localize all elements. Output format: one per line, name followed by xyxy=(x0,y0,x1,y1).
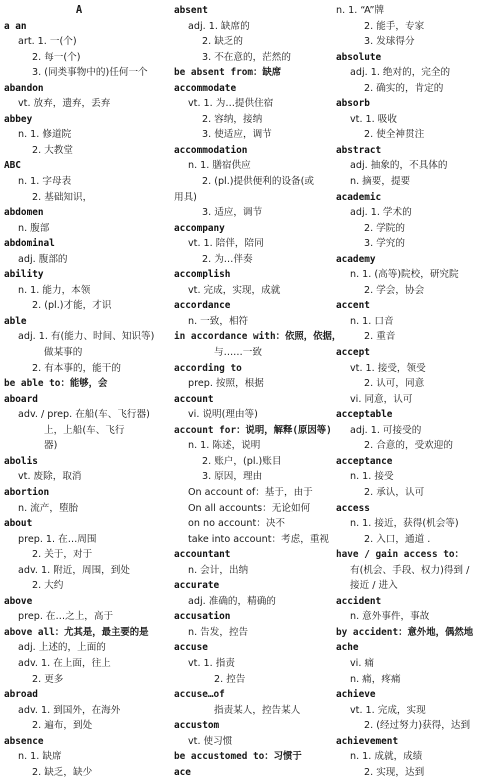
headword: access xyxy=(336,502,370,514)
definition-line: 2. 缺乏的 xyxy=(202,36,243,48)
definition-line: n. 告发，控告 xyxy=(188,626,249,638)
definition-line: vt. 1. 陪伴，陪同 xyxy=(188,238,264,250)
definition-line: vt. 完成，实现，成就 xyxy=(188,284,281,296)
definition-line: adv. 1. 到国外，在海外 xyxy=(18,704,121,716)
definition-line: n. 一致，相符 xyxy=(188,315,249,327)
definition-line: 2. 学会，协会 xyxy=(364,284,425,296)
headword: abstract xyxy=(336,144,382,156)
headword: accustom xyxy=(174,720,220,732)
definition-line: 2. 关于，对于 xyxy=(32,549,93,561)
definition-line: 2. 容纳，接纳 xyxy=(202,113,263,125)
definition-line: On account of：基于，由于 xyxy=(188,486,313,498)
section-letter: A xyxy=(75,4,83,16)
headword: achievement xyxy=(336,735,399,747)
definition-line: 2. 能手，专家 xyxy=(364,20,425,32)
headword: accompany xyxy=(174,222,225,234)
definition-line: 指责某人，控告某人 xyxy=(214,704,301,716)
definition-line: 2. (pl.)才能，才识 xyxy=(32,300,112,312)
headword: absolute xyxy=(336,51,382,63)
definition-line: n. 1. 膳宿供应 xyxy=(188,160,251,172)
headword: ache xyxy=(336,642,359,654)
headword: account xyxy=(174,393,214,405)
definition-line: vi. 同意，认可 xyxy=(350,393,413,405)
definition-line: 2. 为…伴奏 xyxy=(202,253,253,265)
definition-line: 2. 有本事的，能干的 xyxy=(32,362,121,374)
definition-line: n. 会计，出纳 xyxy=(188,564,249,576)
definition-line: 2. (经过努力)获得，达到 xyxy=(364,720,471,732)
definition-line: adj. 腹部的 xyxy=(18,253,68,265)
definition-line: n. 1. 修道院 xyxy=(18,129,72,141)
headword: abortion xyxy=(4,486,50,498)
definition-line: n. 1. 能力，本领 xyxy=(18,284,91,296)
headword: accordance xyxy=(174,300,231,312)
definition-line: 与……一致 xyxy=(214,347,262,359)
definition-line: n. 摘要，提要 xyxy=(350,176,411,188)
headword: about xyxy=(4,518,33,530)
definition-line: 2. 每一(个) xyxy=(32,51,81,63)
definition-line: 2. 学院的 xyxy=(364,222,405,234)
headword: acceptable xyxy=(336,409,393,421)
definition-line: adj. 1. 绝对的，完全的 xyxy=(350,67,451,79)
headword: accomplish xyxy=(174,269,231,281)
headword: accuse xyxy=(174,642,208,654)
headword: absent xyxy=(174,5,208,16)
headword: aboard xyxy=(4,393,38,405)
definition-line: 2. 基础知识， xyxy=(32,191,93,203)
definition-line: adv. 1. 附近，周围，到处 xyxy=(18,564,130,576)
definition-line: vi. 说明(理由等) xyxy=(188,409,258,421)
headword: absence xyxy=(4,735,44,747)
definition-line: 2. 更多 xyxy=(32,673,64,685)
definition-line: adj. 1. 缺席的 xyxy=(188,20,250,32)
definition-line: n. 1. “A”牌 xyxy=(336,5,385,16)
definition-line: 有(机会、手段、权力)得到 / xyxy=(350,564,470,576)
definition-line: art. 1. 一(个) xyxy=(18,36,77,48)
definition-line: n. 流产，堕胎 xyxy=(18,502,79,514)
definition-line: on no account：决不 xyxy=(188,518,286,530)
definition-line: adv. 1. 在上面，往上 xyxy=(18,657,111,669)
definition-line: vt. 1. 吸收 xyxy=(350,113,397,125)
definition-line: 2. 控告 xyxy=(214,673,246,685)
definition-line: 2. 遍布，到处 xyxy=(32,720,93,732)
headword: abandon xyxy=(4,82,44,94)
column-3 xyxy=(336,3,486,780)
headword: academy xyxy=(336,253,376,265)
headword: accountant xyxy=(174,549,231,561)
definition-line: vt. 1. 完成，实现 xyxy=(350,704,426,716)
phrase-entry: accuse…of xyxy=(174,689,225,701)
headword: ABC xyxy=(4,160,21,172)
definition-line: n. 1. 成就，成绩 xyxy=(350,751,423,763)
headword: ability xyxy=(4,269,44,281)
headword: abdomen xyxy=(4,207,44,219)
column-2 xyxy=(174,3,342,780)
definition-line: adj. 1. 有(能力、时间、知识等) xyxy=(18,331,155,343)
definition-line: n. 1. (高等)院校，研究院 xyxy=(350,269,459,281)
definition-line: prep. 按照，根据 xyxy=(188,378,264,390)
phrase-entry: account for：说明，解释(原因等) xyxy=(174,424,332,436)
definition-line: vt. 1. 接受，领受 xyxy=(350,362,426,374)
headword: accommodate xyxy=(174,82,237,94)
definition-line: 上，上船(车、飞行 xyxy=(44,424,125,436)
phrase-entry: in accordance with：依照，依据， xyxy=(174,331,342,343)
definition-line: adj. 1. 学术的 xyxy=(350,207,412,219)
definition-line: n. 痛，疼痛 xyxy=(350,673,401,685)
definition-line: n. 腹部 xyxy=(18,222,50,234)
definition-line: adj. 上述的，上面的 xyxy=(18,642,106,654)
headword: achieve xyxy=(336,689,376,701)
definition-line: 3. (同类事物中的)任何一个 xyxy=(32,67,148,79)
headword: acceptance xyxy=(336,455,393,467)
headword: abbey xyxy=(4,113,33,125)
headword: accusation xyxy=(174,611,231,623)
definition-line: vt. 放弃，遗弃，丢弃 xyxy=(18,98,111,110)
phrase-entry: be absent from：缺席 xyxy=(174,67,282,79)
headword: accurate xyxy=(174,580,220,592)
definition-line: 用具) xyxy=(174,191,197,203)
definition-line: vt. 使习惯 xyxy=(188,735,233,747)
definition-line: 2. 入口，通道 . xyxy=(364,533,431,545)
phrase-entry: by accident：意外地，偶然地 xyxy=(336,626,474,638)
definition-line: 3. 原因，理由 xyxy=(202,471,263,483)
definition-line: prep. 1. 在…周围 xyxy=(18,533,97,545)
headword: ace xyxy=(174,766,191,778)
definition-line: prep. 在…之上，高于 xyxy=(18,611,114,623)
definition-line: take into account：考虑，重视 xyxy=(188,533,330,545)
definition-line: 2. 使全神贯注 xyxy=(364,129,425,141)
definition-line: 2. 重音 xyxy=(364,331,396,343)
definition-line: 做某事的 xyxy=(44,347,83,359)
definition-line: 3. 使适应，调节 xyxy=(202,129,272,141)
definition-line: n. 1. 口音 xyxy=(350,315,394,327)
headword: abdominal xyxy=(4,238,55,250)
definition-line: 2. (pl.)提供便利的设备(或 xyxy=(202,176,314,188)
headword: above xyxy=(4,595,33,607)
definition-line: 3. 学究的 xyxy=(364,238,405,250)
definition-line: vt. 1. 指责 xyxy=(188,657,235,669)
definition-line: 2. 认可，同意 xyxy=(364,378,425,390)
definition-line: n. 1. 接受 xyxy=(350,471,394,483)
headword: accommodation xyxy=(174,144,248,156)
phrase-entry: be accustomed to：习惯于 xyxy=(174,751,302,763)
definition-line: 2. 缺乏，缺少 xyxy=(32,766,93,778)
definition-line: vt. 废除，取消 xyxy=(18,471,82,483)
headword: able xyxy=(4,315,27,327)
definition-line: n. 1. 接近，获得(机会等) xyxy=(350,518,459,530)
definition-line: 2. 承认，认可 xyxy=(364,486,425,498)
definition-line: 2. 合意的，受欢迎的 xyxy=(364,440,453,452)
definition-line: adj. 抽象的，不具体的 xyxy=(350,160,448,172)
headword: accept xyxy=(336,347,370,359)
definition-line: n. 1. 陈述，说明 xyxy=(188,440,261,452)
definition-line: 2. 实现，达到 xyxy=(364,766,425,778)
definition-line: 3. 不在意的，茫然的 xyxy=(202,51,291,63)
definition-line: vt. 1. 为…提供住宿 xyxy=(188,98,274,110)
definition-line: On all accounts：无论如何 xyxy=(188,502,311,514)
phrase-entry: above all：尤其是，最主要的是 xyxy=(4,626,149,638)
definition-line: 3. 发球得分 xyxy=(364,36,415,48)
column-1 xyxy=(4,3,154,780)
definition-line: adj. 准确的，精确的 xyxy=(188,595,276,607)
headword: accent xyxy=(336,300,370,312)
definition-line: 接近 / 进入 xyxy=(350,580,398,592)
definition-line: 2. 大约 xyxy=(32,580,64,592)
definition-line: n. 意外事件，事故 xyxy=(350,611,430,623)
definition-line: adj. 1. 可接受的 xyxy=(350,424,422,436)
definition-line: 器) xyxy=(44,440,58,452)
headword: absorb xyxy=(336,98,370,110)
definition-line: n. 1. 缺席 xyxy=(18,751,62,763)
definition-line: 3. 适应，调节 xyxy=(202,207,263,219)
headword: abroad xyxy=(4,689,38,701)
definition-line: adv. / prep. 在船(车、飞行器) xyxy=(18,409,150,421)
definition-line: 2. 账户，(pl.)账目 xyxy=(202,455,282,467)
headword: academic xyxy=(336,191,382,203)
headword: a an xyxy=(4,20,27,32)
headword: accident xyxy=(336,595,382,607)
definition-line: 2. 大教堂 xyxy=(32,144,73,156)
headword: abolis xyxy=(4,455,38,467)
definition-line: 2. 确实的，肯定的 xyxy=(364,82,444,94)
phrase-entry: have / gain access to： xyxy=(336,549,464,561)
definition-line: n. 1. 字母表 xyxy=(18,176,72,188)
phrase-entry: be able to：能够，会 xyxy=(4,378,108,390)
definition-line: vi. 痛 xyxy=(350,657,375,669)
phrase-entry: according to xyxy=(174,362,242,374)
